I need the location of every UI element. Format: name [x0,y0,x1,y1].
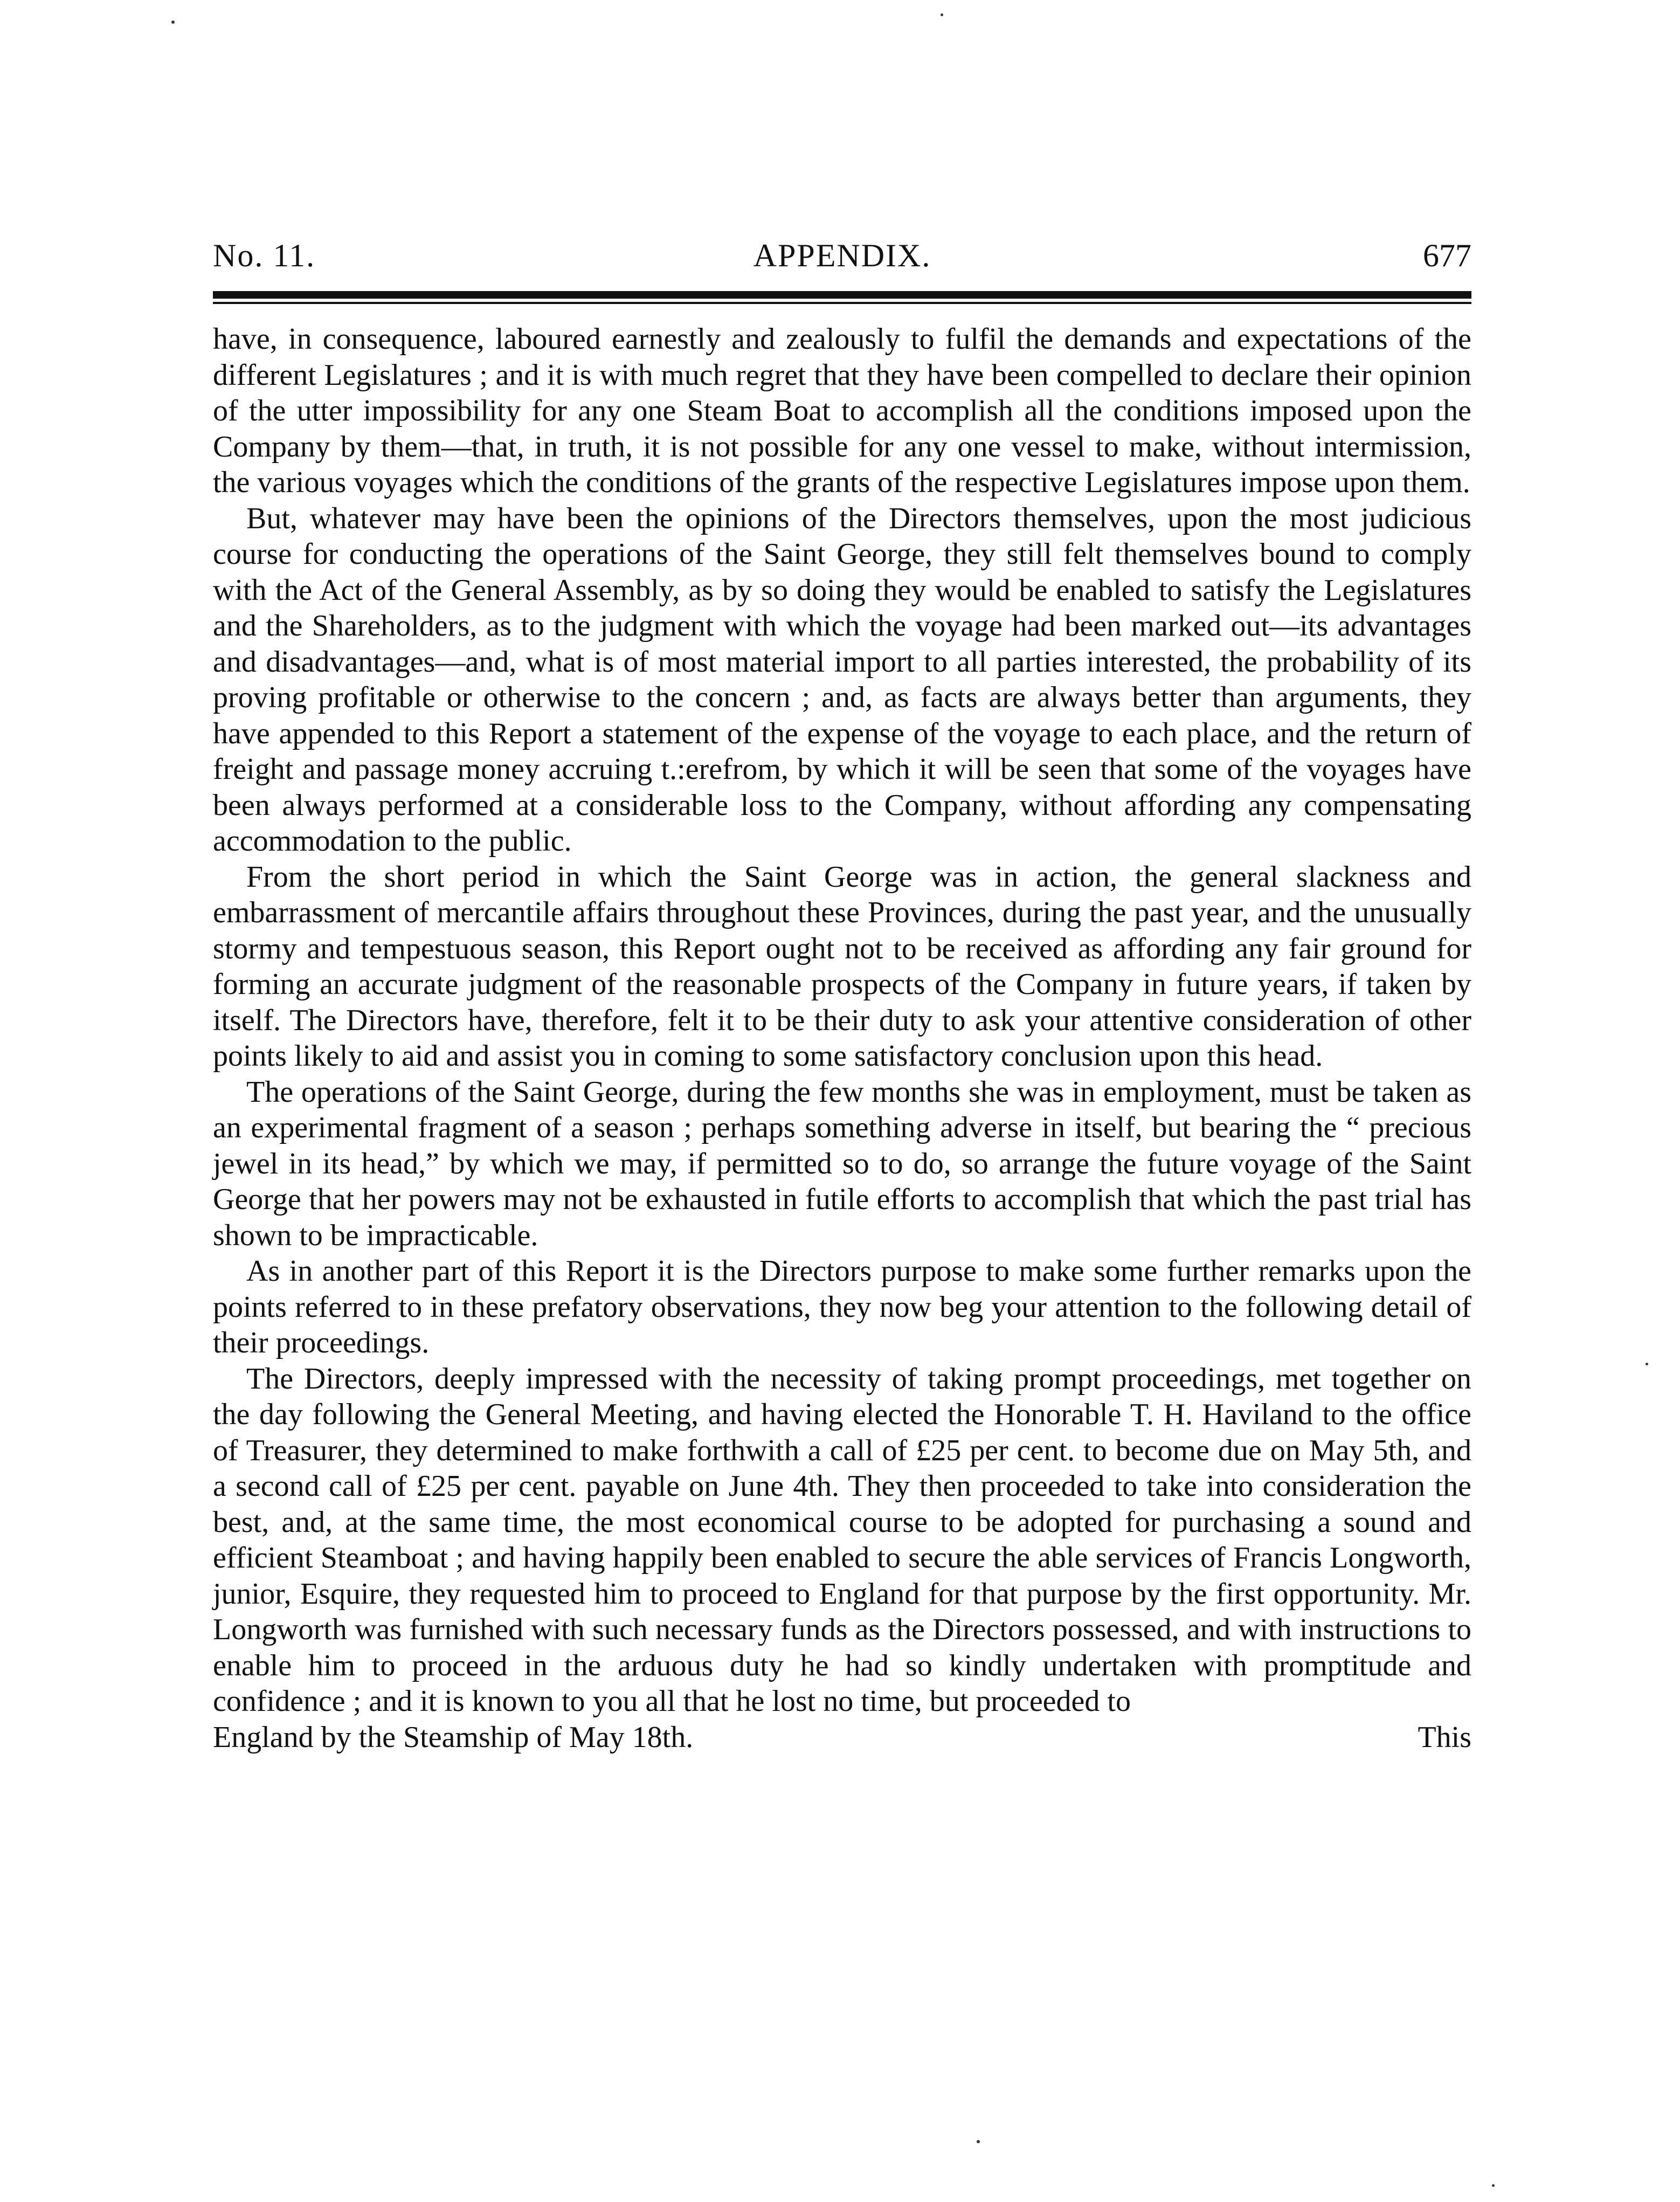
paragraph-operations: The operations of the Saint George, during the few months she was in employment, must be taken as an experimental fragment of a season ; perhaps something adverse in itself, but bearing the “ precious jewel in its head,” by which we may, if permitted so to do, so arrange the future voyage of the Saint George that her powers may not be exhausted in futile efforts to accomplish that which the past trial has shown to be impracticable. [213,1075,1471,1252]
final-line-text: England by the Steamship of May 18th. [213,1720,694,1754]
header-rule-thick [213,291,1471,299]
paragraph-continuation: have, in consequence, laboured earnestly and zealously to fulfil the demands and expectations of the different Legislatures ; and it is with much regret that they have been compelled to declare their opinion of the utter impossibility for any one Steam Boat to accomplish all the conditions imposed upon the Company by them—that, in truth, it is not possible for any one vessel to make, without intermission, the various voyages which the conditions of the grants of the respective Legislatures impose upon them. [213,322,1471,499]
paragraph-proceedings: The Directors, deeply impressed with the necessity of taking prompt proceedings, met together on the day following the General Meeting, and having elected the Honorable T. H. Haviland to the office of Treasurer, they determined to make forthwith a call of £25 per cent. to become due on May 5th, and a second call of £25 per cent. payable on June 4th. They then proceeded to take into consideration the best, and, at the same time, the most economical course to be adopted for purchasing a sound and efficient Steamboat ; and having happily been enabled to secure the able services of Francis Longworth, junior, Esquire, they requested him to proceed to England for that purpose by the first opportunity. Mr. Longworth was furnished with such necessary funds as the Directors possessed, and with instructions to enable him to proceed in the arduous duty he had so kindly undertaken with promptitude and confidence ; and it is known to you all that he lost no time, but proceeded to [213,1362,1471,1718]
final-line [213,1720,1471,1756]
running-title: APPENDIX. [753,238,931,273]
running-header [213,230,1471,281]
paper-speck [941,13,943,16]
body-text [213,321,1471,1755]
paper-speck [171,20,175,24]
paragraph-further-remarks: As in another part of this Report it is the Directors purpose to make some further remarks upon the points referred to in these prefatory observations, they now beg your attention to the following detail of their proceedings. [213,1254,1471,1359]
paper-speck [1492,2184,1495,2187]
catchword: This [1418,1720,1471,1754]
page-number: 677 [1423,238,1471,273]
appendix-number: No. 11. [213,238,316,273]
paper-speck [1646,1363,1648,1365]
paper-speck [977,2140,980,2143]
header-rule-thin [213,302,1471,304]
paragraph-short-period: From the short period in which the Saint George was in action, the general slackness and embarrassment of mercantile affairs throughout these Provinces, during the past year, and the unusually stormy and tempestuous season, this Report ought not to be received as affording any fair ground for forming an accurate judgment of the reasonable prospects of the Company in future years, if taken by itself. The Directors have, therefore, felt it to be their duty to ask your attentive consideration of other points likely to aid and assist you in coming to some satisfactory conclusion upon this head. [213,860,1471,1073]
paragraph-directors-opinions: But, whatever may have been the opinions of the Directors themselves, upon the most judicious course for conducting the operations of the Saint George, they still felt themselves bound to comply with the Act of the General Assembly, as by so doing they would be enabled to satisfy the Legislatures and the Shareholders, as to the judgment with which the voyage had been marked out—its advantages and disadvantages—and, what is of most material import to all parties interested, the probability of its proving profitable or otherwise to the concern ; and, as facts are always better than arguments, they have appended to this Report a statement of the expense of the voyage to each place, and the return of freight and passage money accruing t.:erefrom, by which it will be seen that some of the voyages have been always performed at a considerable loss to the Company, without affording any compensating accommodation to the public. [213,501,1471,858]
